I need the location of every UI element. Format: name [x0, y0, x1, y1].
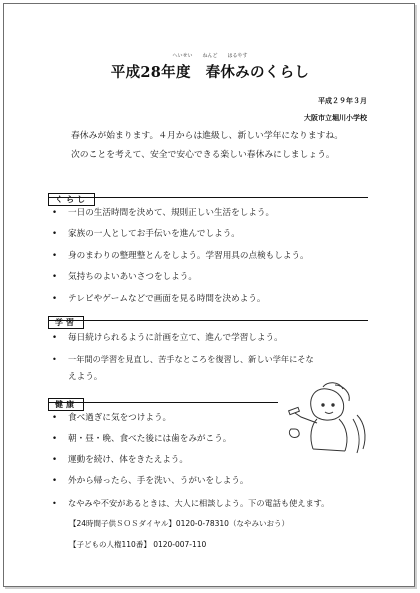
bullet-icon: •	[52, 434, 58, 444]
title-ruby: へいせい ねんど はるやす	[172, 53, 248, 59]
list-item: • 家族の一人としてお手伝いを進んでしよう。	[52, 229, 240, 239]
intro-line: 次のことを考えて、安全で安心できる楽しい春休みにしましょう。	[71, 150, 335, 160]
list-item: • 朝・昼・晩、食べた後には歯をみがこう。	[52, 434, 232, 444]
divider	[48, 402, 278, 403]
list-item: • 食べ過ぎに気をつけよう。	[52, 413, 172, 423]
bullet-icon: •	[52, 498, 57, 508]
list-item: • テレビやゲームなどで画面を見る時間を決めよう。	[52, 294, 266, 304]
child-brushing-teeth-illustration	[283, 379, 373, 459]
bullet-icon: •	[52, 251, 58, 261]
section-heading-label: 学習	[48, 316, 84, 329]
page-title: 平成28年度 春休みのくらし	[110, 64, 310, 81]
bullet-icon: •	[52, 229, 58, 239]
section-heading-label: くらし	[48, 193, 95, 206]
school-name: 大阪市立堀川小学校	[304, 114, 367, 122]
list-item: • なやみや不安があるときは、大人に相談しよう。下の電話も使えます。	[52, 498, 330, 508]
list-item: • 一年間の学習を見直し、苦手なところを復習し、新しい学年にそな	[52, 354, 314, 364]
section-heading-label: 健康	[48, 398, 84, 411]
list-item: • 毎日続けられるように計画を立て、進んで学習しよう。	[52, 333, 283, 343]
list-item: • 気持ちのよいあいさつをしよう。	[52, 272, 197, 282]
bullet-icon: •	[52, 476, 58, 486]
bullet-icon: •	[52, 413, 58, 423]
divider	[48, 197, 368, 198]
bullet-icon: •	[52, 208, 58, 218]
bullet-icon: •	[52, 272, 58, 282]
intro-text	[71, 124, 371, 162]
bullet-icon: •	[52, 354, 57, 364]
list-item: • 運動を続け、体をきたえよう。	[52, 455, 188, 465]
divider	[48, 320, 368, 321]
list-item: • 身のまわりの整理整とんをしよう。学習用具の点検もしよう。	[52, 251, 309, 261]
bullet-icon: •	[52, 333, 58, 343]
hotline-jinken: 【子どもの人権110番】 0120-007-110	[69, 540, 207, 549]
bullet-icon: •	[52, 294, 58, 304]
bullet-icon: •	[52, 455, 58, 465]
hotline-sos: 【24時間子供ＳＯＳダイヤル】0120-0-78310（なやみいおう）	[69, 519, 289, 528]
list-item: • 一日の生活時間を決めて、規則正しい生活をしよう。	[52, 208, 275, 218]
list-item: • 外から帰ったら、手を洗い、うがいをしよう。	[52, 476, 249, 486]
intro-line: 春休みが始まります。４月からは進級し、新しい学年になりますね。	[71, 131, 344, 141]
issue-date: 平成２９年３月	[318, 97, 367, 105]
list-item-continuation: えよう。	[68, 372, 103, 382]
